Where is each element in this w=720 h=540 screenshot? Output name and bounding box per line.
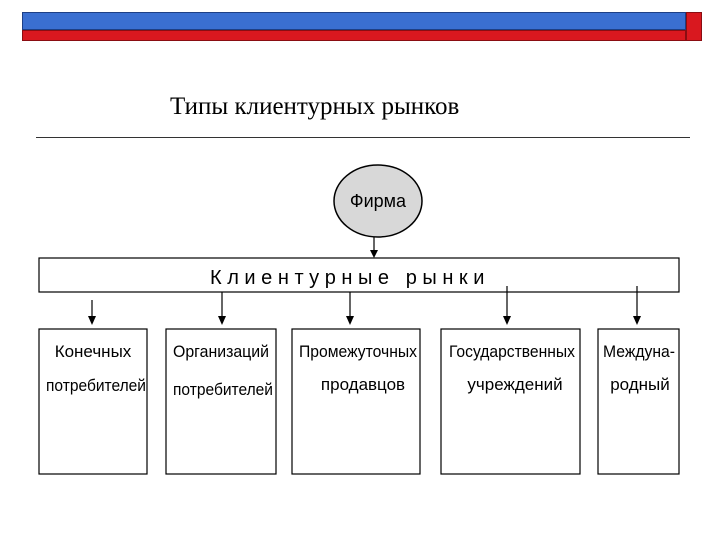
- category-5-line2: родный: [610, 375, 670, 394]
- firm-arrow-head: [370, 250, 378, 258]
- markets-label: К л и е н т у р н ы е р ы н к и: [210, 267, 485, 289]
- category-4-line1: Государственных: [449, 342, 576, 361]
- category-1-line1: Конечных: [54, 342, 132, 361]
- arrow-4-head: [503, 316, 511, 325]
- category-1-line2: потребителей: [46, 376, 146, 395]
- slide-title: Типы клиентурных рынков: [170, 93, 460, 120]
- firm-label: Фирма: [349, 191, 407, 211]
- arrow-1-head: [88, 316, 96, 325]
- arrow-5-head: [633, 316, 641, 325]
- category-3-line1: Промежуточных: [299, 342, 418, 361]
- category-5-line1: Междуна-: [603, 342, 675, 361]
- arrow-2-head: [218, 316, 226, 325]
- category-3-line2: продавцов: [320, 375, 406, 394]
- category-2-line1: Организаций: [173, 342, 269, 361]
- category-2-line2: потребителей: [173, 380, 273, 399]
- arrow-3-head: [346, 316, 354, 325]
- category-4-line2: учреждений: [467, 375, 563, 394]
